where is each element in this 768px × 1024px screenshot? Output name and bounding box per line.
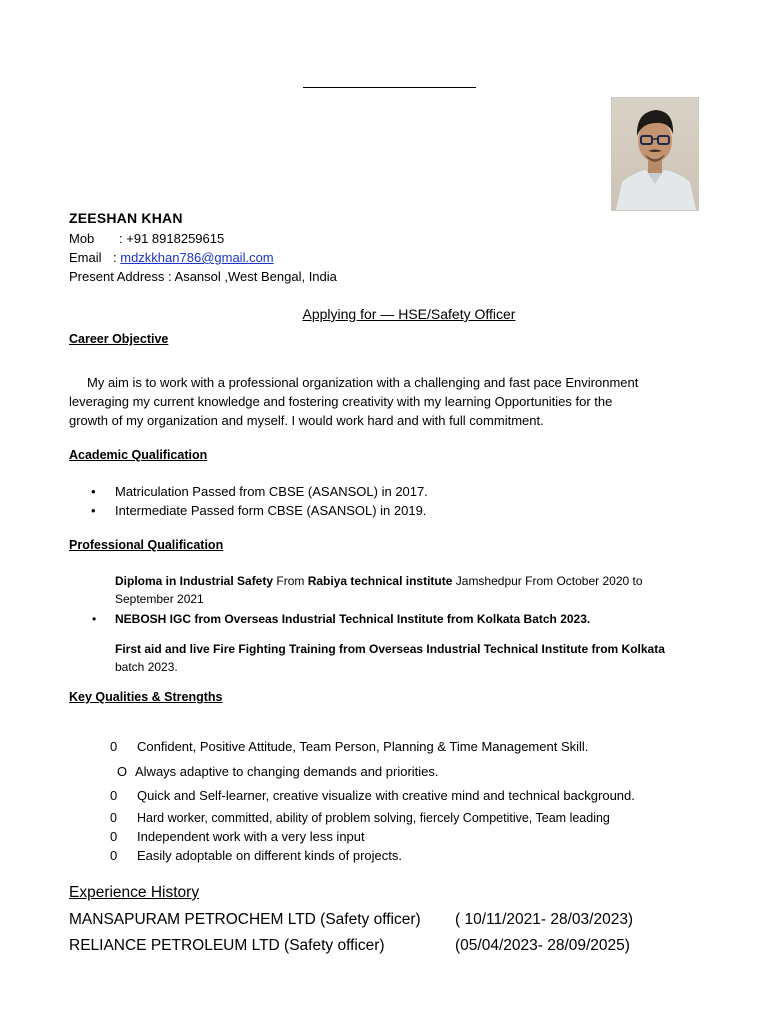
mobile-number: +91 8918259615	[126, 231, 225, 246]
applying-for-title: Applying for — HSE/Safety Officer	[302, 306, 516, 322]
email-link[interactable]: mdzkkhan786@gmail.com	[120, 250, 274, 265]
list-marker: 0	[110, 829, 118, 844]
list-marker: 0	[110, 811, 117, 825]
quality-item	[110, 737, 588, 756]
mobile-separator: :	[119, 231, 123, 246]
quality-text: Easily adoptable on different kinds of projects.	[137, 848, 402, 863]
nebosh-text: NEBOSH IGC from Overseas Industrial Technical Institute from Kolkata Batch 2023.	[115, 612, 591, 626]
email-separator: :	[113, 250, 117, 265]
academic-item	[91, 501, 426, 520]
academic-item-text: Intermediate Passed form CBSE (ASANSOL) in 2019.	[115, 503, 427, 518]
quality-item	[110, 827, 365, 846]
diploma-institute: Rabiya technical institute	[307, 574, 453, 588]
experience-dates: ( 10/11/2021- 28/03/2023)	[455, 911, 634, 928]
experience-company: MANSAPURAM PETROCHEM LTD (Safety officer)	[69, 911, 421, 928]
list-marker: 0	[110, 739, 118, 754]
firstaid-line1: First aid and live Fire Fighting Training from Overseas Industrial Technical Institute from Kolkata	[115, 642, 665, 656]
quality-text: Confident, Positive Attitude, Team Person, Planning & Time Management Skill.	[137, 739, 589, 754]
email-label: Email	[69, 250, 102, 265]
objective-line: growth of my organization and myself. I would work hard and with full commitment.	[69, 413, 544, 428]
list-marker: O	[117, 764, 128, 779]
mobile-line	[69, 230, 224, 248]
quality-item	[110, 846, 402, 865]
bullet-icon: •	[91, 503, 96, 518]
header-rule	[303, 87, 476, 88]
quality-item	[110, 809, 610, 828]
firstaid-line2: batch 2023.	[115, 660, 178, 674]
experience-company: RELIANCE PETROLEUM LTD (Safety officer)	[69, 937, 385, 954]
quality-text: Quick and Self-learner, creative visualize with creative mind and technical background.	[137, 788, 635, 803]
address-label: Present Address :	[69, 269, 172, 284]
candidate-name: ZEESHAN KHAN	[69, 210, 183, 226]
professional-item-firstaid	[115, 640, 735, 676]
professional-heading: Professional Qualification	[69, 538, 224, 552]
professional-item-diploma	[115, 572, 715, 608]
profile-photo	[611, 97, 699, 211]
academic-item-text: Matriculation Passed from CBSE (ASANSOL) in 2017.	[115, 484, 428, 499]
list-marker: 0	[110, 788, 118, 803]
diploma-details: Jamshedpur From October 2020 to	[455, 574, 643, 588]
quality-text: Hard worker, committed, ability of problem solving, fiercely Competitive, Team leading	[137, 811, 610, 825]
quality-item	[117, 762, 439, 781]
experience-heading: Experience History	[69, 884, 200, 901]
mobile-label: Mob	[69, 231, 95, 246]
bullet-icon: •	[91, 484, 96, 499]
academic-item	[91, 482, 428, 501]
quality-text: Independent work with a very less input	[137, 829, 365, 844]
diploma-details-line2: September 2021	[115, 592, 204, 606]
quality-text: Always adaptive to changing demands and priorities.	[135, 764, 439, 779]
academic-heading: Academic Qualification	[69, 448, 208, 462]
experience-dates: (05/04/2023- 28/09/2025)	[455, 937, 630, 954]
email-line	[69, 249, 274, 267]
professional-item-nebosh	[92, 610, 712, 628]
address-line	[69, 268, 337, 286]
objective-line: My aim is to work with a professional organization with a challenging and fast pace Environment	[87, 375, 639, 390]
qualities-heading: Key Qualities & Strengths	[69, 690, 223, 704]
bullet-icon: •	[92, 612, 97, 626]
diploma-title: Diploma in Industrial Safety	[115, 574, 274, 588]
quality-item	[110, 786, 635, 805]
list-marker: 0	[110, 848, 118, 863]
career-objective-text	[69, 373, 699, 430]
objective-line: leveraging my current knowledge and fostering creativity with my learning Opportunities for the	[69, 394, 613, 409]
diploma-from: From	[276, 574, 305, 588]
career-objective-heading: Career Objective	[69, 332, 169, 346]
address-value: Asansol ,West Bengal, India	[174, 269, 337, 284]
